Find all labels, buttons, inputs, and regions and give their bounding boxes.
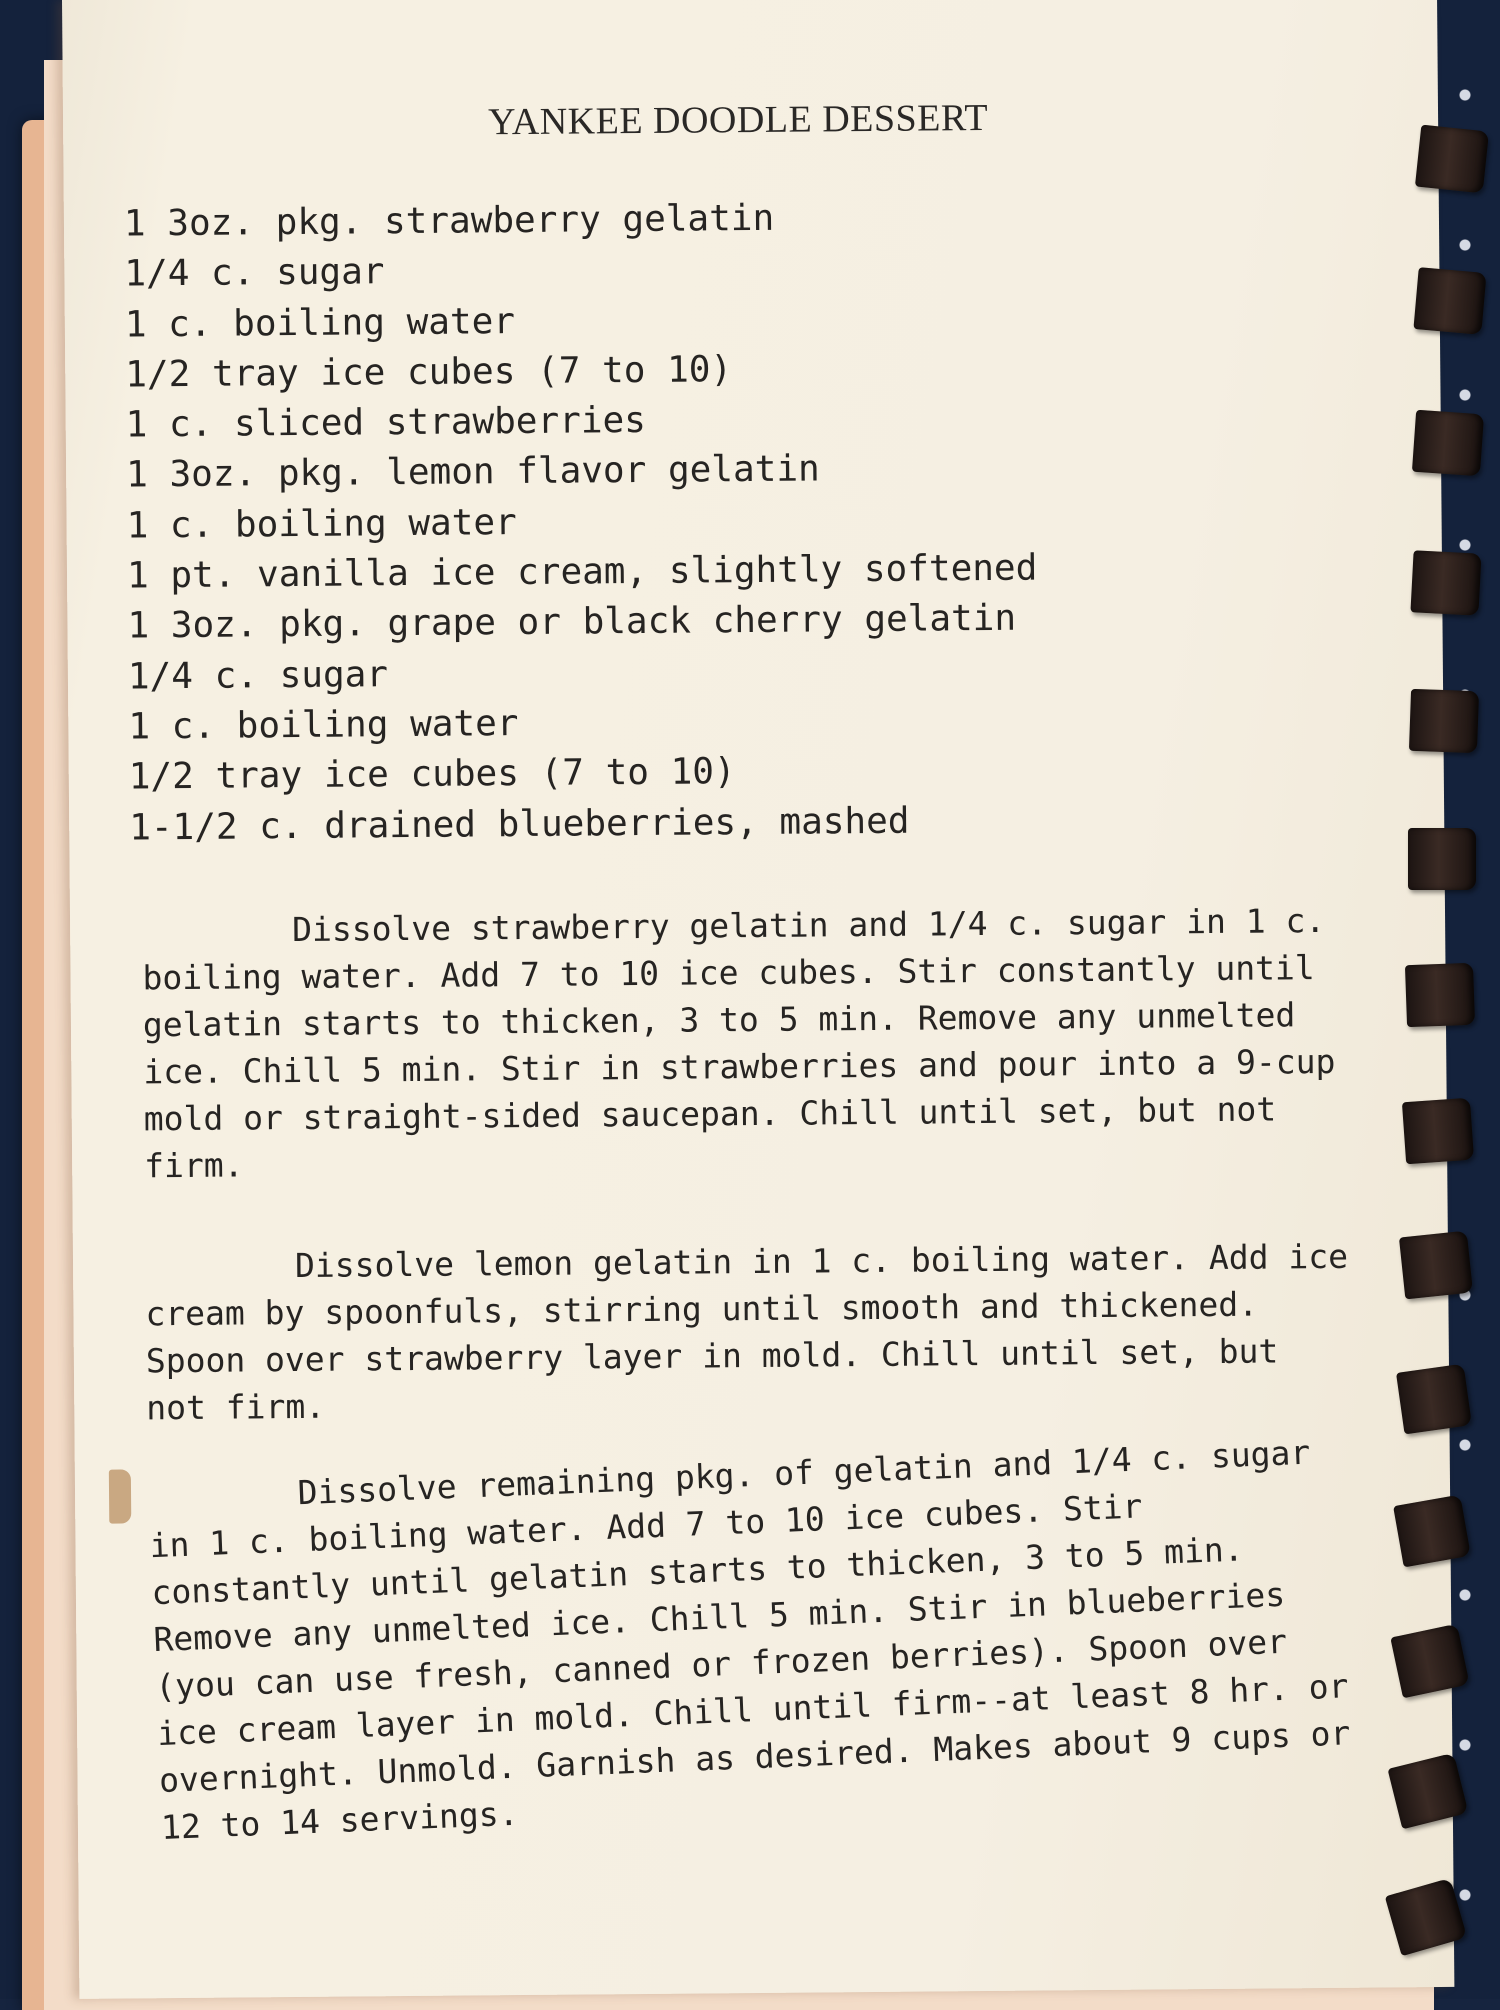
ingredient-item: 1 pt. vanilla ice cream, slightly softened — [126, 547, 1038, 597]
ingredient-item: 1/2 tray ice cubes (7 to 10) — [128, 751, 736, 798]
ingredient-item: 1 c. boiling water — [128, 703, 519, 748]
ingredient-item: 1 3oz. pkg. lemon flavor gelatin — [125, 448, 820, 496]
ingredient-item: 1 c. sliced strawberries — [125, 400, 647, 446]
binding-coil — [1409, 689, 1479, 753]
ingredient-item: 1 3oz. pkg. grape or black cherry gelatin — [127, 598, 1017, 647]
ingredient-item: 1 c. boiling water — [126, 501, 517, 547]
binding-coil — [1399, 1231, 1473, 1300]
binding-coil — [1415, 125, 1489, 194]
ingredient-item: 1/2 tray ice cubes (7 to 10) — [125, 349, 733, 396]
cookbook-page — [62, 0, 1454, 1999]
ingredient-item: 1/4 c. sugar — [124, 251, 385, 295]
binding-coil — [1385, 1878, 1467, 1956]
binding-coil — [1390, 1624, 1469, 1699]
binding-coil — [1412, 410, 1484, 477]
ingredient-item: 1 c. boiling water — [124, 300, 516, 346]
binding-coil — [1393, 1495, 1471, 1568]
instruction-step-3: Dissolve remaining pkg. of gelatin and 1/4 c. sugar in 1 c. boiling water. Add 7 to 10 ice cubes. Stir constantly until gelatin starts to thicken, 3 to 5 min. Remove any unmelted ice. Chill 5 min. Stir in blueberries (you can use fresh, canned or frozen berries). Spoon over ice cream layer in mold. Chill until firm--at least 8 hr. or overnight. Unmold. Garnish as desired. Makes about 9 cups or 12 to 14 servings. — [148, 1432, 1352, 1848]
ingredient-item: 1/4 c. sugar — [127, 653, 389, 698]
instruction-step-2: Dissolve lemon gelatin in 1 c. boiling water. Add ice cream by spoonfuls, stirring until smooth and thickened. Spoon over strawberry layer in mold. Chill until set, but not firm. — [145, 1236, 1349, 1428]
binding-coil — [1396, 1364, 1472, 1435]
binding-coil — [1410, 550, 1481, 615]
binding-coil — [1402, 1098, 1474, 1165]
ingredient-item: 1 3oz. pkg. strawberry gelatin — [123, 197, 775, 245]
ingredient-item: 1-1/2 c. drained blueberries, mashed — [129, 800, 910, 849]
instruction-step-1: Dissolve strawberry gelatin and 1/4 c. sugar in 1 c. boiling water. Add 7 to 10 ice cubes. Stir constantly until gelatin starts to thicken, 3 to 5 min. Remove any unmelted ice. Chill 5 min. Stir in strawberries and pour into a 9-cup mold or straight-sided saucepan. Chill until set, but not firm. — [142, 901, 1336, 1186]
binding-coil — [1413, 267, 1486, 335]
spiral-binding — [1392, 100, 1492, 1980]
binding-coil — [1408, 828, 1476, 890]
page-tab-mark — [109, 1469, 131, 1523]
binding-coil — [1405, 963, 1475, 1027]
ingredient-list — [124, 192, 1040, 854]
recipe-title: YANKEE DOODLE DESSERT — [487, 96, 989, 144]
binding-coil — [1388, 1753, 1469, 1830]
